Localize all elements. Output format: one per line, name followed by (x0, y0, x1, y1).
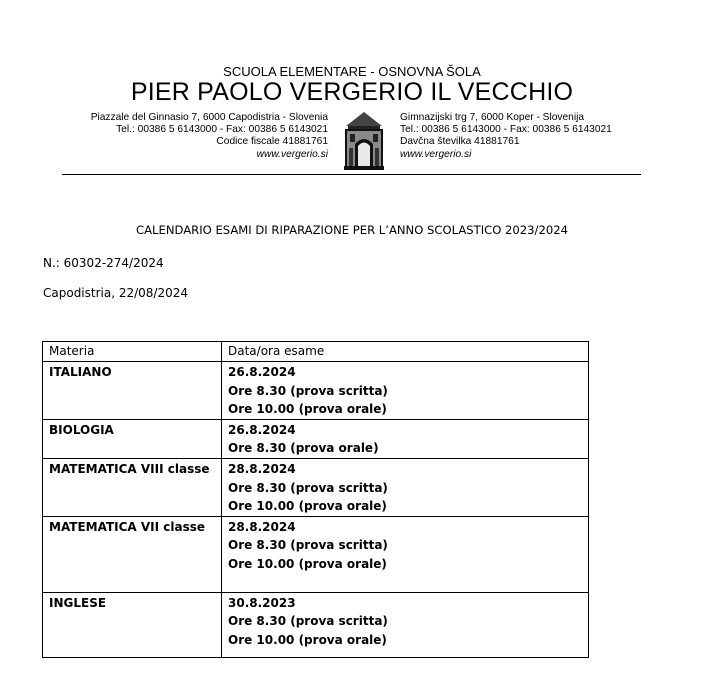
table-row (43, 592, 589, 657)
subject-name: MATEMATICA VIII classe (49, 461, 210, 476)
exam-date: 30.8.2023 (228, 595, 296, 610)
exam-time: Ore 10.00 (prova orale) (228, 632, 387, 647)
subject-cell (43, 592, 222, 657)
school-line: SCUOLA ELEMENTARE - OSNOVNA ŠOLA (223, 64, 481, 79)
table-row (43, 458, 589, 516)
table-header-row (43, 342, 589, 362)
subject-name: BIOLOGIA (49, 422, 114, 437)
school-name: PIER PAOLO VERGERIO IL VECCHIO (130, 78, 574, 106)
table-row (43, 362, 589, 420)
exam-date: 26.8.2024 (228, 365, 296, 379)
exam-schedule-table (42, 341, 589, 658)
exam-time: Ore 10.00 (prova orale) (228, 402, 387, 417)
exam-date: 28.8.2024 (228, 461, 296, 476)
address-it-street: Piazzale del Ginnasio 7, 6000 Capodistria - Slovenia (90, 112, 328, 123)
exam-time: Ore 10.00 (prova orale) (228, 556, 387, 571)
address-it-tax: Codice fiscale 41881761 (216, 136, 328, 148)
datetime-cell (222, 592, 589, 657)
address-sl-tax: Davčna številka 41881761 (400, 136, 520, 148)
subject-cell (43, 362, 222, 420)
exam-time: Ore 8.30 (prova scritta) (228, 480, 388, 495)
address-slovenian (400, 112, 612, 161)
exam-date: 26.8.2024 (228, 422, 296, 437)
datetime-cell (222, 516, 589, 592)
exam-time: Ore 8.30 (prova orale) (228, 441, 379, 456)
datetime-cell (222, 362, 589, 420)
table-row (43, 419, 589, 458)
header-divider (62, 174, 641, 175)
subject-cell (43, 516, 222, 592)
datetime-cell (222, 458, 589, 516)
address-sl-phone: Tel.: 00386 5 6143000 - Fax: 00386 5 6143021 (400, 124, 612, 136)
datetime-cell (222, 419, 589, 458)
address-it-web: www.vergerio.si (256, 148, 328, 160)
exam-date: 28.8.2024 (228, 519, 296, 534)
subject-name: INGLESE (49, 595, 107, 610)
protocol-number: N.: 60302-274/2024 (43, 256, 164, 270)
table-row (43, 516, 589, 592)
exam-time: Ore 8.30 (prova scritta) (228, 538, 388, 553)
place-date: Capodistria, 22/08/2024 (43, 286, 189, 300)
address-it-phone: Tel.: 00386 5 6143000 - Fax: 00386 5 6143021 (116, 124, 328, 136)
subject-name: ITALIANO (49, 365, 112, 379)
subject-name: MATEMATICA VII classe (49, 519, 206, 534)
exam-time: Ore 8.30 (prova scritta) (228, 614, 388, 629)
document-title: CALENDARIO ESAMI DI RIPARAZIONE PER L’ANNO SCOLASTICO 2023/2024 (136, 223, 568, 237)
school-building-icon (340, 108, 388, 172)
column-header-datetime: Data/ora esame (222, 342, 589, 362)
address-sl-street: Gimnazijski trg 7, 6000 Koper - Slovenija (400, 112, 585, 123)
subject-cell (43, 458, 222, 516)
subject-cell (43, 419, 222, 458)
column-header-subject: Materia (43, 342, 222, 362)
address-sl-web: www.vergerio.si (400, 148, 472, 160)
address-italian (91, 112, 328, 161)
exam-time: Ore 10.00 (prova orale) (228, 499, 387, 514)
exam-time: Ore 8.30 (prova scritta) (228, 383, 388, 398)
